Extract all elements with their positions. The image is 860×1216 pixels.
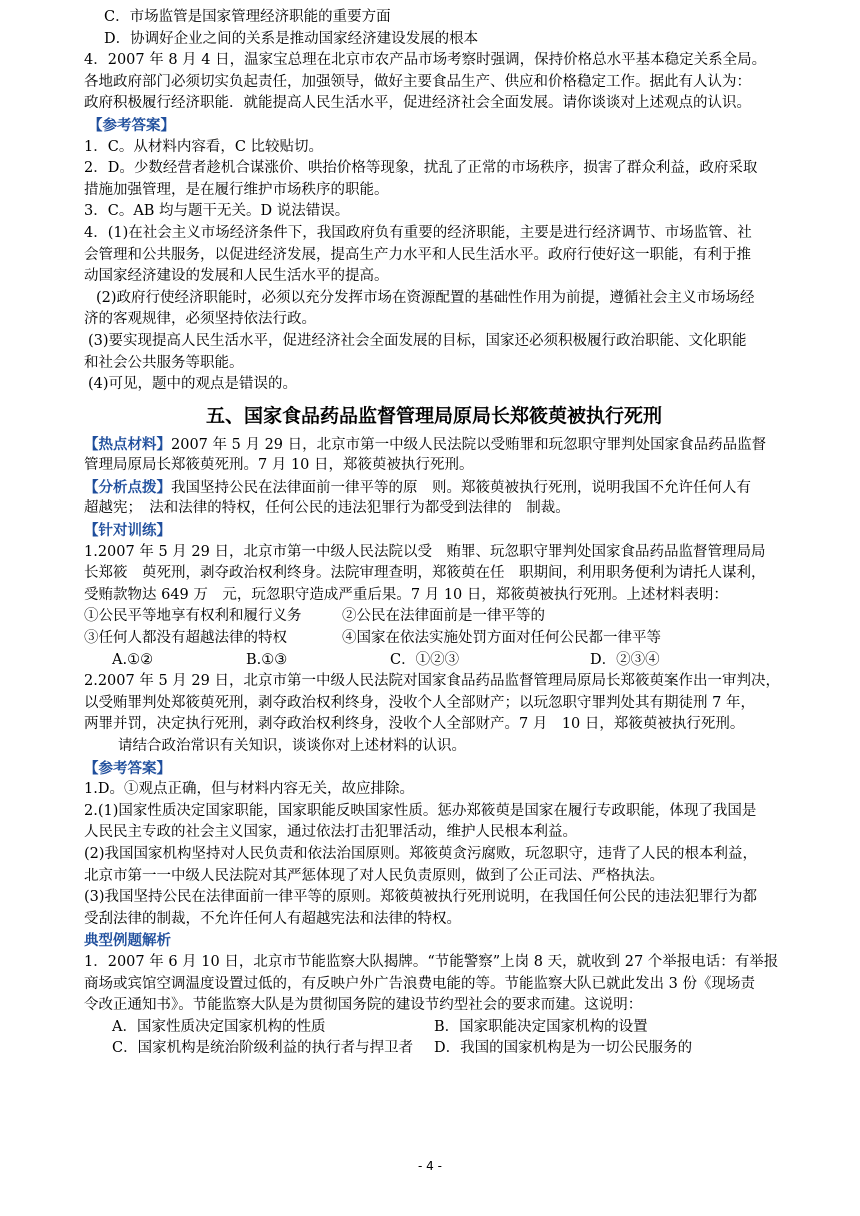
option-c-line: C．市场监管是国家管理经济职能的重要方面 [104,9,391,25]
section-title: 五、国家食品药品监督管理局原局长郑筱萸被执行死刑 [205,404,662,427]
answer-line: 2.(1)国家性质决定国家职能，国家职能反映国家性质。惩办郑筱萸是国家在履行专政职能，体现了我国是 [84,802,757,819]
answer-line: 4．(1)在社会主义市场经济条件下，我国政府负有重要的经济职能，主要是进行经济调节、市场监管、社 [84,224,752,241]
answer-line: (3)要实现提高人民生活水平，促进经济社会全面发展的目标，国家还必须积极履行政治职能、文化职能 [88,332,747,349]
answer-line: (2)我国国家机构坚持对人民负责和依法治国原则。郑筱萸贪污腐败，玩忽职守，违背了人民的根本利益， [84,845,758,862]
example-choices-row [84,1038,784,1060]
choice-d: D．②③④ [590,651,660,668]
choice-b: B.①③ [246,651,288,668]
option-d-line: D．协调好企业之间的关系是推动国家经济建设发展的根本 [104,30,479,47]
training-2-line: 以受贿罪判处郑筱萸死刑，剥夺政治权利终身，没收个人全部财产；以玩忽职守罪判处其有期徒刑 7 年， [84,694,755,711]
answer-line: (2)政府行使经济职能时，必须以充分发挥市场在资源配置的基础性作用为前提，遵循社会主义市场场经 [96,289,755,306]
statement-2: ②公民在法律面前是一律平等的 [342,608,545,625]
answer-line: 会管理和公共服务，以促进经济发展，提高生产力水平和人民生活水平。政府行使好这一职能，有利于推 [84,246,751,263]
answer-line: 措施加强管理，是在履行维护市场秩序的职能。 [84,181,389,198]
example-choice-d: D．我国的国家机构是为一切公民服务的 [434,1040,693,1057]
training-line: 长郑筱 萸死刑，剥夺政治权利终身。法院审理查明，郑筱萸在任 职期间，利用职务便利为请托人谋利， [84,565,766,582]
answer-line: 3．C。AB 均与题干无关。D 说法错误。 [84,203,350,220]
hot-material-label: 【热点材料】 [84,435,171,453]
statements-row [84,606,784,628]
analysis-label: 【分析点拨】 [84,478,171,496]
training-2-question: 请结合政治常识有关知识，谈谈你对上述材料的认识。 [118,738,466,754]
choice-a: A.①② [112,651,154,668]
hot-material-line: 【热点材料】2007 年 5 月 29 日，北京市第一中级人民法院以受贿罪和玩忽职守罪判处国家食品药品监督 [84,435,767,453]
training-line: 受贿款物达 649 万 元，玩忽职守造成严重后果。7 月 10 日，郑筱萸被执行死刑。上述材料表明： [84,586,728,603]
example-label: 典型例题解析 [84,932,171,950]
answer-line: 人民民主专政的社会主义国家，通过依法打击犯罪活动，维护人民根本利益。 [84,824,577,841]
training-2-line: 2.2007 年 5 月 29 日，北京市第一中级人民法院对国家食品药品监督管理局原局长郑筱萸案作出一审判决， [84,673,780,690]
answer-line: (4)可见，题中的观点是错误的。 [88,376,298,393]
statement-4: ④国家在依法实施处罚方面对任何公民都一律平等 [342,630,661,647]
example-line: 1．2007 年 6 月 10 日，北京市节能监察大队揭牌。“节能警察”上岗 8 天，就收到 27 个举报电话：有举报 [84,953,779,970]
question-4-line: 政府积极履行经济职能．就能提高人民生活水平，促进经济社会全面发展。请你谈谈对上述观点的认识。 [84,95,751,112]
example-choice-b: B．国家职能决定国家机构的设置 [434,1018,648,1035]
hot-material-line: 管理局原局长郑筱萸死刑。7 月 10 日，郑筱萸被执行死刑。 [84,457,474,474]
training-label: 【针对训练】 [84,522,171,540]
example-choices-row [84,1017,784,1039]
answer-line: 1.D。①观点正确，但与材料内容无关，故应排除。 [84,781,414,798]
example-choice-c: C．国家机构是统治阶级利益的执行者与捍卫者 [112,1040,414,1057]
answer-line: 和社会公共服务等职能。 [84,354,244,371]
example-line: 令改正通知书》。节能监察大队是为贯彻国务院的建设节约型社会的要求而建。这说明： [84,997,643,1014]
statement-1: ①公民平等地享有权利和履行义务 [84,608,302,625]
training-2-line: 两罪并罚，决定执行死刑，剥夺政治权利终身，没收个人全部财产。7 月 10 日，郑筱萸被执行死刑。 [84,716,745,733]
answer-line: 受刮法律的制裁，不允许任何人有超越宪法和法律的特权。 [84,910,461,927]
answer-line: 济的客观规律，必须坚持依法行政。 [84,311,316,328]
training-line: 1.2007 年 5 月 29 日，北京市第一中级人民法院以受 贿罪、玩忽职守罪判处国家食品药品监督管理局局 [84,543,766,560]
answer-line: 北京市第一一中级人民法院对其严惩体现了对人民负责原则，做到了公正司法、严格执法。 [84,867,664,884]
answer-line: 1．C。从材料内容看，C 比较贴切。 [84,138,324,155]
analysis-line: 【分析点拨】我国坚持公民在法律面前一律平等的原 则。郑筱萸被执行死刑，说明我国不允许任何人有 [84,478,751,496]
question-4-line: 4．2007 年 8 月 4 日，温家宝总理在北京市农产品市场考察时强调，保持价格总水平基本稳定关系全局。 [84,52,767,69]
statement-3: ③任何人都没有超越法律的特权 [84,630,287,647]
answer-line: (3)我国坚持公民在法律面前一律平等的原则。郑筱萸被执行死刑说明，在我国任何公民的违法犯罪行为都 [84,889,758,906]
answer-line: 2．D。少数经营者趁机合谋涨价、哄抬价格等现象，扰乱了正常的市场秩序，损害了群众利益，政府采取 [84,160,758,177]
question-4-line: 各地政府部门必须切实负起责任，加强领导，做好主要食品生产、供应和价格稳定工作。据此有人认为： [84,73,751,90]
answer-line: 动国家经济建设的发展和人民生活水平的提高。 [84,268,389,285]
reference-answer-label: 【参考答案】 [88,116,175,134]
choice-c: C．①②③ [390,651,460,668]
reference-answer-label: 【参考答案】 [84,759,171,777]
page-number: - 4 - [418,1159,442,1173]
analysis-line: 超越宪； 法和法律的特权，任何公民的违法犯罪行为都受到法律的 制裁。 [84,500,570,517]
choices-row [84,650,784,672]
statements-row [84,628,784,650]
example-line: 商场或宾馆空调温度设置过低的，有反映户外广告浪费电能的等。节能监察大队已就此发出 3 份《现场责 [84,975,755,992]
document-page [84,7,784,1060]
example-choice-a: A．国家性质决定国家机构的性质 [112,1018,326,1035]
